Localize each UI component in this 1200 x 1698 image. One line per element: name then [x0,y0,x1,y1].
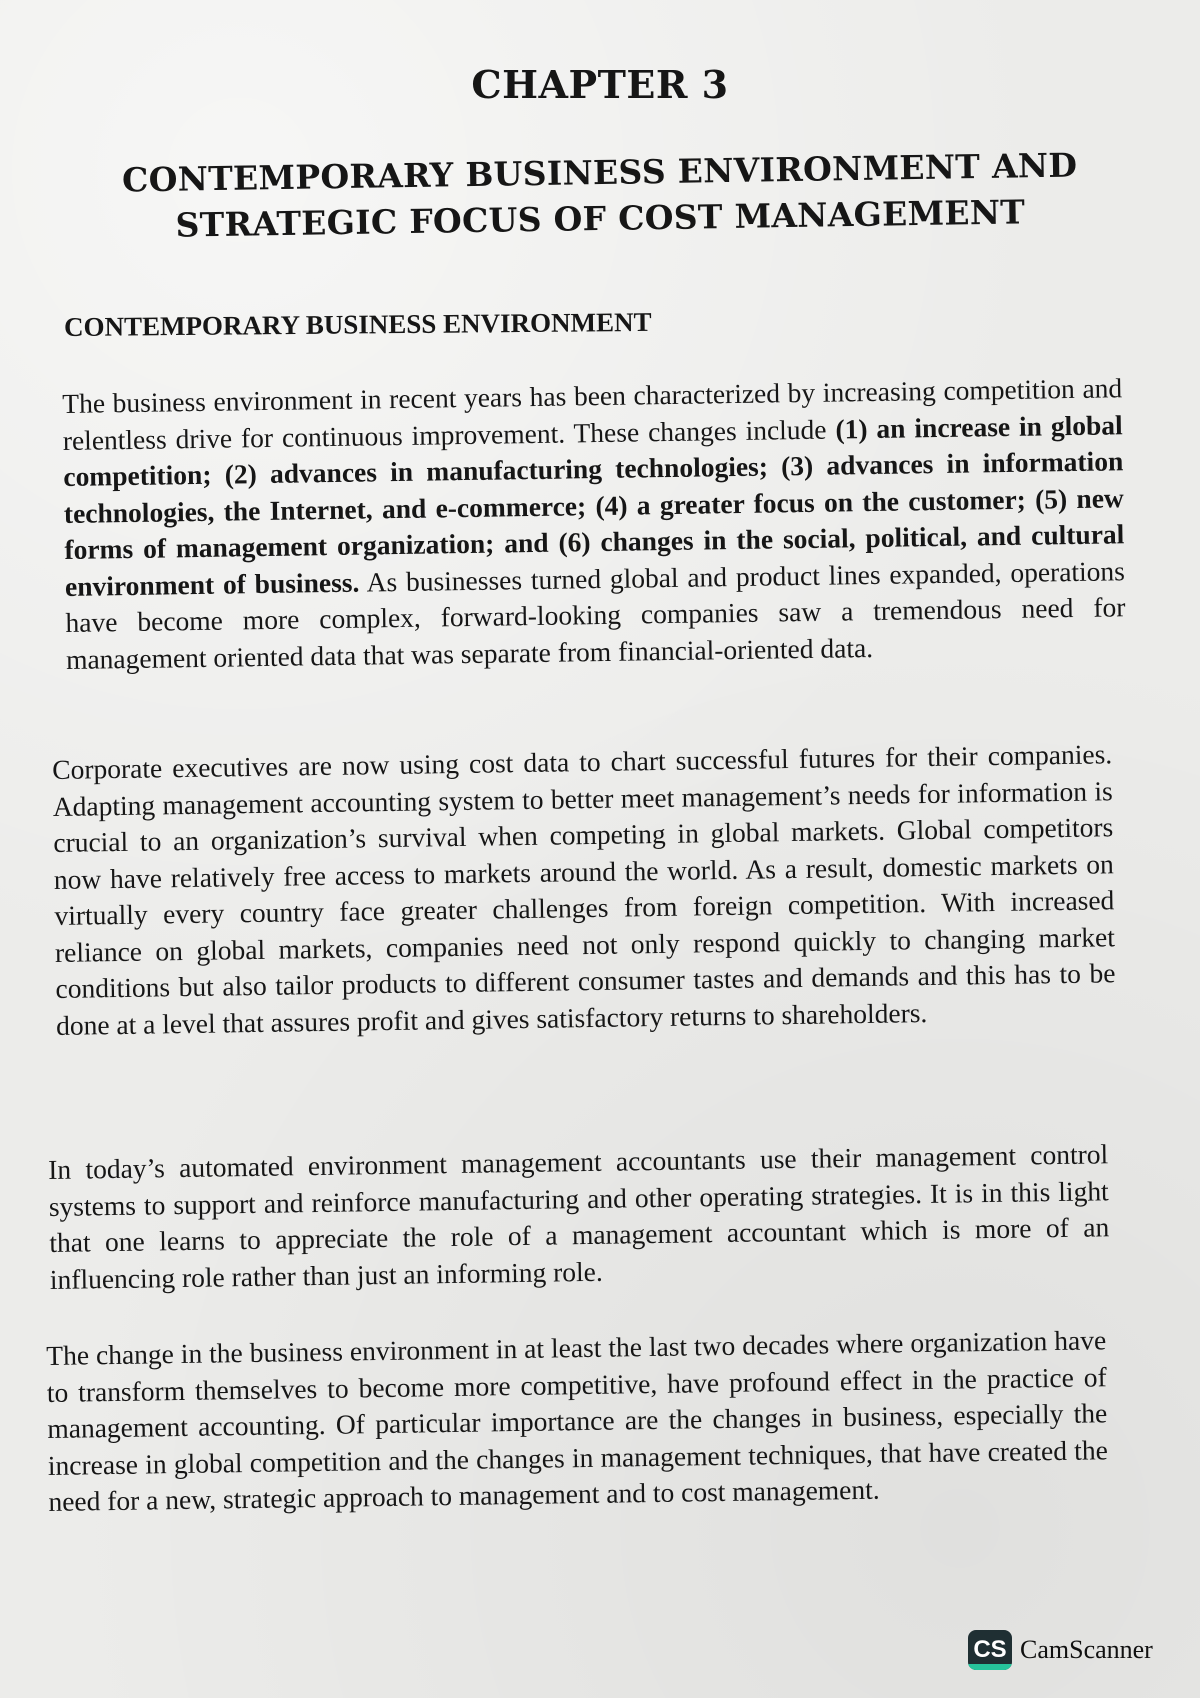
paragraph-3: In today’s automated environment management accountants use their management control systems to support and reinforce manufacturing and other operating strategies. It is in this light that one learns to appreciate the role of a management accountant which is more of an influencing role rather than just an informing role. [48,1138,1110,1295]
paragraph-4: The change in the business environment in at least the last two decades where organization have to transform themselves to become more competitive, have profound effect in the practice of management accounting. Of particular importance are the changes in business, especially the increase in global competition and the changes in management techniques, that have created the need for a new, strategic approach to management and to cost management. [46,1324,1108,1517]
paragraph-1-rest: As businesses turned global and product lines expanded, operations have become more complex, forward-looking companies saw a tremendous need for management oriented data that was separate from financial-oriented data. [65,554,1126,675]
camscanner-name: CamScanner [1020,1635,1153,1664]
section-heading: CONTEMPORARY BUSINESS ENVIRONMENT [63,306,652,342]
chapter-title-line-1: CONTEMPORARY BUSINESS ENVIRONMENT AND [121,145,1078,200]
paragraph-1-emphasis: (1) an increase in global competition; (2) advances in manufacturing technologies; (3) advances in information technologies, the Internet, and e-commerce; (4) a greater focus on the customer; (5) new forms of management organization; and (6) changes in the social, political, and cultural environment of business. [63,408,1125,602]
camscanner-logo-icon: CS [968,1630,1012,1670]
chapter-label: CHAPTER 3 [471,62,729,107]
paragraph-1 [62,370,1126,678]
paragraph-1-intro: The business environment in recent years has been characterized by increasing competition and relentless drive for continuous improvement. These changes include [62,372,1123,456]
paragraph-2: Corporate executives are now using cost data to chart successful futures for their companies. Adapting management accounting system to better meet management’s needs for information is crucial to an organization’s survival when competing in global markets. Global competitors now have relatively free access to markets around the world. As a result, domestic markets on virtually every country face greater challenges from foreign competition. With increased reliance on global markets, companies need not only respond quickly to changing market conditions but also tailor products to different consumer tastes and demands and this has to be done at a level that assures profit and gives satisfactory returns to shareholders. [52,738,1116,1041]
camscanner-watermark [968,1630,1153,1670]
chapter-title [59,142,1140,251]
chapter-title-line-2: STRATEGIC FOCUS OF COST MANAGEMENT [175,192,1026,245]
